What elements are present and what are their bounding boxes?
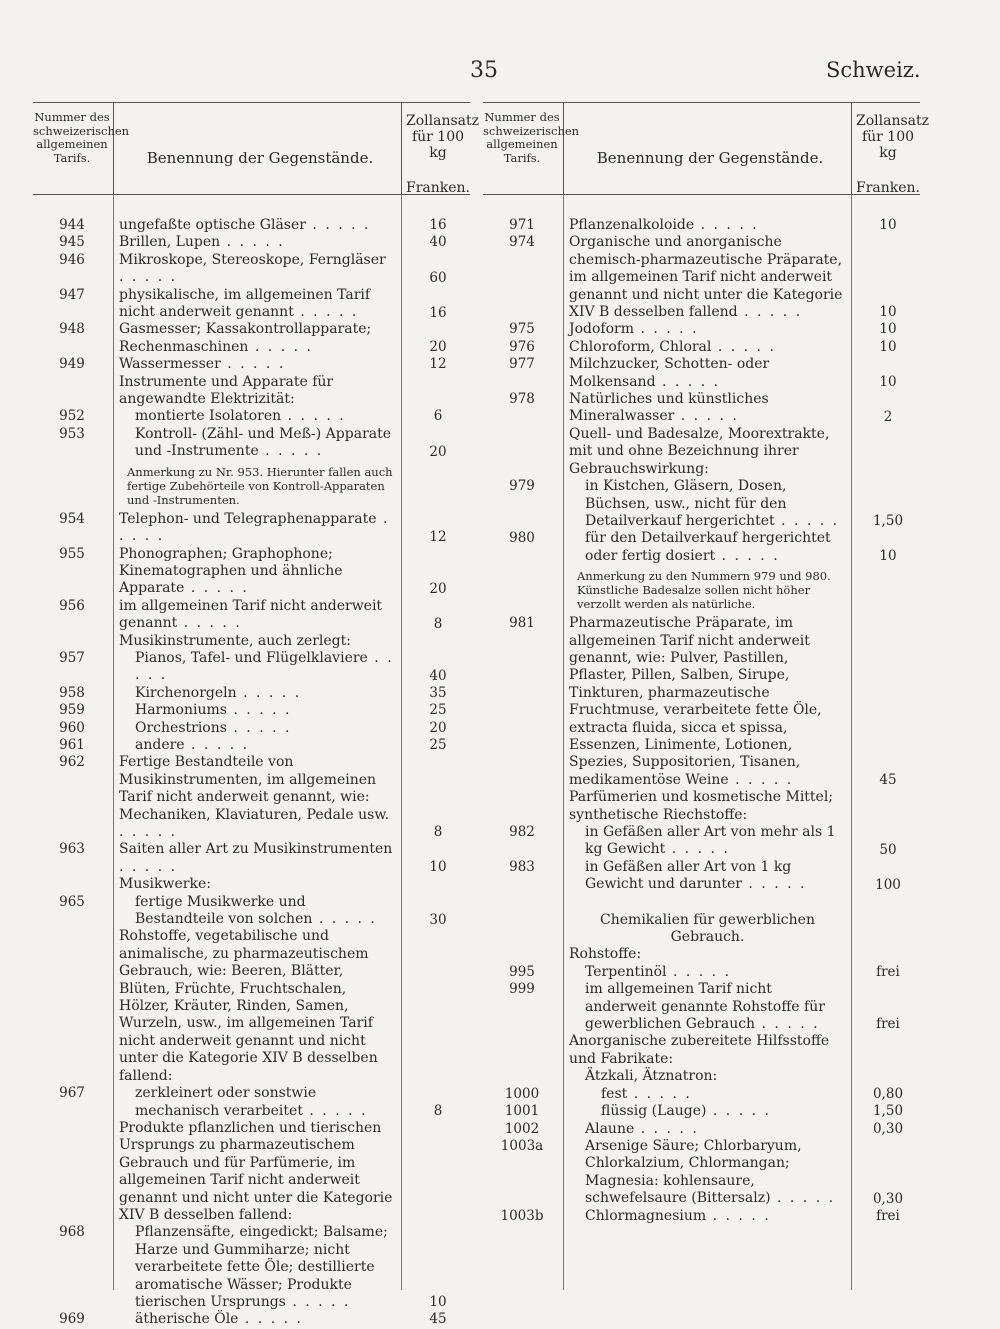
leader-dots: . . . . . bbox=[293, 304, 359, 321]
leader-dots: . . . . . bbox=[119, 269, 178, 286]
tariff-number: 948 bbox=[59, 321, 85, 338]
leader-dots: . . . . . bbox=[728, 771, 794, 788]
item-text: Pharmazeutische Präparate, im allgemeinen Tarif nicht anderweit genannt, wie: Pulver, Pastillen, Pflaster, Pillen, Salben, Sirupe, Tinkturen, pharmazeutische Fruchtmuse, verarbeitete fette Öle, extracta fluida, sicca et spissa, Essenzen, Linimente, Lotionen, Spezies, Suppositorien, Tisanen, medikamentöse Weine bbox=[569, 615, 822, 788]
table-row bbox=[33, 633, 470, 650]
tariff-number: 944 bbox=[59, 217, 85, 233]
tariff-number: 995 bbox=[509, 963, 535, 980]
item-text: fest bbox=[601, 1085, 628, 1102]
duty-rate: 12 bbox=[429, 528, 447, 545]
header-number: Nummer des schweizerischen allgemeinen Tarifs. bbox=[33, 110, 130, 165]
tariff-number: 980 bbox=[509, 530, 535, 547]
leader-dots: . . . . . bbox=[248, 338, 313, 355]
duty-rate: 10 bbox=[879, 548, 897, 565]
item-description bbox=[569, 859, 846, 894]
table-row bbox=[483, 321, 920, 338]
leader-dots: . . . . . bbox=[694, 217, 759, 233]
duty-rate: 20 bbox=[429, 719, 447, 736]
duty-rate: 10 bbox=[429, 1294, 447, 1311]
tariff-number: 963 bbox=[59, 841, 85, 858]
table-row bbox=[33, 1085, 470, 1120]
tariff-number: 967 bbox=[59, 1085, 85, 1102]
table-row bbox=[33, 217, 470, 234]
table-row bbox=[33, 321, 470, 356]
leader-dots: . . . . . bbox=[184, 736, 250, 753]
item-description bbox=[119, 702, 396, 719]
item-description bbox=[569, 321, 846, 338]
item-description bbox=[569, 339, 846, 356]
table-row bbox=[483, 426, 920, 478]
table-row bbox=[33, 252, 470, 287]
item-text: Harmoniums bbox=[135, 702, 227, 719]
tariff-number: 959 bbox=[59, 702, 85, 719]
table-row bbox=[33, 465, 470, 507]
table-row bbox=[33, 356, 470, 373]
item-description bbox=[119, 598, 396, 633]
item-description bbox=[119, 234, 396, 251]
footnote: Anmerkung zu Nr. 953. Hierunter fallen auch fertige Zubehörteile von Kontroll-Apparaten und -Instrumenten. bbox=[127, 464, 393, 507]
duty-rate: 0,30 bbox=[872, 1190, 904, 1207]
section-heading: Chemikalien für gewerblichen Gebrauch. bbox=[600, 911, 815, 946]
duty-rate: 1,50 bbox=[872, 1103, 904, 1120]
duty-rate: 45 bbox=[879, 772, 897, 789]
item-text: Jodoform bbox=[569, 321, 635, 338]
duty-rate: 0,80 bbox=[872, 1085, 904, 1102]
item-text: Phonographen; Graphophone; Kinematographen und ähnliche Apparate bbox=[119, 545, 343, 597]
item-description bbox=[119, 426, 396, 461]
leader-dots: . . . . . bbox=[258, 443, 324, 460]
tariff-number: 946 bbox=[59, 251, 85, 268]
leader-dots: . . . . . bbox=[184, 580, 249, 597]
tariff-number: 956 bbox=[59, 597, 85, 614]
duty-rate: 16 bbox=[429, 217, 447, 233]
leader-dots: . . . . . bbox=[226, 702, 292, 719]
tariff-number: 975 bbox=[509, 321, 535, 338]
table-row bbox=[33, 1120, 470, 1224]
item-description bbox=[569, 356, 846, 391]
item-text: Kirchenorgeln bbox=[135, 684, 237, 701]
item-description bbox=[569, 217, 846, 234]
leader-dots: . . . . . bbox=[715, 547, 780, 564]
page-number: 35 bbox=[470, 58, 498, 83]
tariff-number: 958 bbox=[59, 684, 85, 701]
leader-dots: . . . . . bbox=[119, 824, 178, 840]
leader-dots: . . . . . bbox=[666, 963, 732, 980]
table-row bbox=[33, 408, 470, 425]
duty-rate: 35 bbox=[429, 684, 447, 701]
table-row bbox=[33, 374, 470, 409]
tariff-number: 960 bbox=[59, 719, 85, 736]
duty-rate: 8 bbox=[433, 615, 443, 632]
duty-rate: 10 bbox=[879, 374, 897, 391]
table-row bbox=[483, 530, 920, 565]
tariff-number: 971 bbox=[509, 217, 535, 233]
item-text: andere bbox=[135, 736, 185, 753]
tariff-number: 953 bbox=[59, 425, 85, 442]
item-text: ätherische Öle bbox=[135, 1311, 239, 1328]
duty-rate: 20 bbox=[429, 443, 447, 460]
duty-rate: 50 bbox=[879, 842, 897, 858]
leader-dots: . . . . . bbox=[302, 1102, 368, 1119]
item-text: flüssig (Lauge) bbox=[601, 1103, 707, 1120]
table-header bbox=[483, 102, 930, 196]
leader-dots: . . . . . bbox=[119, 510, 390, 545]
item-description bbox=[119, 1085, 396, 1120]
item-description bbox=[569, 964, 846, 981]
leader-dots: . . . . . bbox=[774, 512, 840, 529]
leader-dots: . . . . . bbox=[236, 684, 302, 701]
item-description bbox=[569, 391, 846, 426]
item-text: Wassermesser bbox=[119, 356, 221, 373]
duty-rate: 30 bbox=[429, 911, 447, 928]
item-description bbox=[119, 685, 396, 702]
tariff-number: 957 bbox=[59, 649, 85, 666]
table-row bbox=[483, 356, 920, 391]
duty-rate: 60 bbox=[429, 269, 447, 286]
leader-dots: . . . . . bbox=[305, 217, 371, 233]
table-row bbox=[483, 391, 920, 426]
tariff-number: 952 bbox=[59, 408, 85, 425]
tariff-number: 982 bbox=[509, 824, 535, 840]
item-text: Chloroform, Chloral bbox=[569, 338, 712, 355]
item-text: im allgemeinen Tarif nicht anderweit genannte Rohstoffe für gewerblichen Gebrauch bbox=[585, 981, 825, 1033]
table-row bbox=[33, 685, 470, 702]
item-text: Telephon- und Telegraphenapparate bbox=[119, 510, 377, 527]
leader-dots: . . . . . bbox=[119, 858, 178, 875]
tariff-number: 969 bbox=[59, 1311, 85, 1328]
leader-dots: . . . . . bbox=[220, 356, 286, 373]
item-text: Orchestrions bbox=[135, 719, 227, 736]
item-description: Rohstoffe: bbox=[569, 946, 642, 963]
item-description bbox=[569, 824, 846, 859]
item-text: in Kistchen, Gläsern, Dosen, Büchsen, usw., nicht für den Detailverkauf hergerichtet bbox=[585, 478, 787, 529]
header-number: Nummer des schweizerischen allgemeinen Tarifs. bbox=[483, 110, 580, 165]
table-row bbox=[483, 1033, 920, 1068]
table-row bbox=[33, 894, 470, 929]
table-header bbox=[33, 102, 480, 196]
duty-rate: 40 bbox=[429, 234, 447, 251]
duty-rate: 10 bbox=[879, 217, 897, 233]
footnote: Anmerkung zu den Nummern 979 und 980. Künstliche Badesalze sollen nicht höher verzollt werden als natürliche. bbox=[577, 569, 831, 612]
table-row bbox=[33, 720, 470, 737]
header-name: Benennung der Gegenstände. bbox=[596, 149, 824, 167]
item-text: Pianos, Tafel- und Flügelklaviere bbox=[135, 649, 368, 666]
item-description bbox=[119, 511, 396, 546]
tariff-number: 983 bbox=[509, 858, 535, 875]
item-description bbox=[119, 650, 396, 685]
leader-dots: . . . . . bbox=[665, 841, 730, 858]
leader-dots: . . . . . bbox=[711, 338, 776, 355]
leader-dots: . . . . . bbox=[238, 1311, 303, 1328]
table-row bbox=[483, 1086, 920, 1103]
item-text: Fertige Bestandteile von Musikinstrumenten, im allgemeinen Tarif nicht anderweit genannt, wie: Mechaniken, Klaviaturen, Pedale usw. bbox=[119, 754, 390, 823]
item-text: Chlormagnesium bbox=[585, 1207, 707, 1224]
table-row bbox=[483, 946, 920, 963]
tariff-number: 1000 bbox=[504, 1085, 540, 1102]
item-text: Mikroskope, Stereoskope, Ferngläser bbox=[119, 251, 386, 268]
table-body bbox=[33, 195, 470, 1328]
item-description bbox=[119, 737, 396, 754]
item-text: in Gefäßen aller Art von mehr als 1 kg Gewicht bbox=[585, 824, 836, 858]
item-description bbox=[569, 1086, 846, 1103]
item-description bbox=[119, 217, 396, 234]
item-description: Rohstoffe, vegetabilische und animalische, zu pharmazeutischem Gebrauch, wie: Beeren, Blätter, Blüten, Früchte, Fruchtschalen, Hölzer, Kräuter, Rinden, Samen, Wurzeln, usw., im allgemeinen Tarif nicht anderweit genannt und nicht unter die Kategorie XIV B desselben fallend: bbox=[119, 928, 378, 1084]
item-description bbox=[119, 720, 396, 737]
leader-dots: . . . . . bbox=[627, 1085, 692, 1102]
table-row bbox=[33, 1224, 470, 1311]
duty-rate: frei bbox=[876, 1016, 900, 1033]
item-text: Terpentinöl bbox=[585, 963, 667, 980]
duty-rate: 10 bbox=[879, 321, 897, 338]
table-row bbox=[483, 1103, 920, 1120]
leader-dots: . . . . . bbox=[220, 234, 285, 251]
item-description bbox=[119, 1311, 396, 1328]
table-row bbox=[483, 1121, 920, 1138]
table-row bbox=[483, 234, 920, 321]
duty-rate: 25 bbox=[429, 702, 447, 719]
tariff-number: 949 bbox=[59, 356, 85, 373]
duty-rate: 12 bbox=[429, 356, 447, 373]
header-currency: Franken. bbox=[406, 180, 471, 196]
table-row bbox=[483, 1068, 920, 1085]
table-row bbox=[483, 339, 920, 356]
tariff-number: 968 bbox=[59, 1224, 85, 1241]
right-rows bbox=[483, 195, 920, 1225]
table-row bbox=[33, 841, 470, 876]
header-rate: Zollansatz für 100 kg bbox=[856, 113, 930, 161]
leader-dots: . . . . . bbox=[737, 304, 803, 321]
duty-rate: 10 bbox=[879, 338, 897, 355]
item-description: Musikwerke: bbox=[119, 876, 211, 893]
tariff-number: 999 bbox=[509, 981, 535, 998]
tariff-number: 947 bbox=[59, 286, 85, 303]
table-row bbox=[33, 1311, 470, 1328]
table-row bbox=[33, 234, 470, 251]
item-text: Organische und anorganische chemisch-pharmazeutische Präparate, im allgemeinen Tarif nicht anderweit genannt und nicht unter die Kategorie XIV B desselben fallend bbox=[569, 234, 843, 321]
item-description bbox=[569, 478, 846, 530]
tariff-number: 981 bbox=[509, 615, 535, 632]
leader-dots: . . . . . bbox=[226, 719, 292, 736]
leader-dots: . . . . . bbox=[706, 1103, 771, 1120]
item-text: Arsenige Säure; Chlorbaryum, Chlorkalzium, Chlormangan; Magnesia: kohlensaure, schwefelsaure (Bittersalz) bbox=[585, 1137, 802, 1207]
left-column bbox=[33, 102, 480, 1328]
item-description: Instrumente und Apparate für angewandte Elektrizität: bbox=[119, 373, 334, 408]
table-row bbox=[33, 737, 470, 754]
item-description bbox=[569, 1208, 846, 1225]
table-row bbox=[483, 569, 920, 611]
leader-dots: . . . . . bbox=[770, 1190, 836, 1207]
table-row bbox=[483, 478, 920, 530]
item-description bbox=[569, 615, 846, 789]
tariff-number: 945 bbox=[59, 234, 85, 251]
header-currency: Franken. bbox=[856, 180, 921, 196]
item-text: Brillen, Lupen bbox=[119, 234, 221, 251]
left-rows bbox=[33, 195, 470, 1329]
item-description bbox=[119, 252, 396, 287]
tariff-number: 965 bbox=[59, 893, 85, 910]
tariff-number: 978 bbox=[509, 391, 535, 408]
table-row bbox=[33, 511, 470, 546]
leader-dots: . . . . . bbox=[674, 408, 739, 425]
table-row bbox=[483, 1138, 920, 1208]
leader-dots: . . . . . bbox=[285, 1293, 351, 1310]
table-row bbox=[483, 981, 920, 1033]
tariff-number: 962 bbox=[59, 754, 85, 771]
item-description bbox=[569, 1121, 846, 1138]
right-column bbox=[483, 102, 930, 1290]
table-row bbox=[33, 650, 470, 685]
duty-rate: 40 bbox=[429, 667, 447, 684]
item-text: Alaune bbox=[585, 1120, 635, 1137]
leader-dots: . . . . . bbox=[706, 1207, 771, 1224]
duty-rate: 45 bbox=[429, 1311, 447, 1328]
table-row bbox=[33, 928, 470, 1085]
item-text: zerkleinert oder sonstwie mechanisch verarbeitet bbox=[135, 1085, 317, 1119]
table-row bbox=[483, 912, 920, 947]
item-description bbox=[119, 321, 396, 356]
item-text: physikalische, im allgemeinen Tarif nicht anderweit genannt bbox=[119, 286, 371, 321]
table-row bbox=[33, 287, 470, 322]
table-row bbox=[33, 426, 470, 461]
leader-dots: . . . . . bbox=[177, 615, 242, 632]
duty-rate: 16 bbox=[429, 304, 447, 321]
leader-dots: . . . . . bbox=[281, 408, 346, 425]
header-name: Benennung der Gegenstände. bbox=[146, 149, 374, 167]
duty-rate: 20 bbox=[429, 339, 447, 356]
duty-rate: frei bbox=[876, 963, 900, 980]
tariff-number: 979 bbox=[509, 478, 535, 495]
duty-rate: 2 bbox=[883, 409, 893, 426]
tariff-number: 1002 bbox=[504, 1120, 540, 1137]
tariff-number: 954 bbox=[59, 510, 85, 527]
duty-rate: 0,30 bbox=[872, 1120, 904, 1137]
table-row bbox=[483, 789, 920, 824]
table-row bbox=[33, 754, 470, 841]
duty-rate: 20 bbox=[429, 580, 447, 597]
item-description bbox=[569, 234, 846, 321]
leader-dots: . . . . . bbox=[655, 373, 721, 390]
item-description bbox=[119, 841, 396, 876]
item-description bbox=[569, 981, 846, 1033]
item-description: Produkte pflanzlichen und tierischen Ursprungs zu pharmazeutischem Gebrauch und für Parfümerie, im allgemeinen Tarif nicht anderweit genannt und nicht unter die Kategorie XIV B desselben fallend: bbox=[119, 1119, 393, 1223]
item-text: im allgemeinen Tarif nicht anderweit genannt bbox=[119, 597, 383, 632]
table-row bbox=[33, 546, 470, 598]
item-description bbox=[569, 530, 846, 565]
leader-dots: . . . . . bbox=[135, 649, 394, 684]
duty-rate: 1,50 bbox=[872, 513, 904, 530]
item-description bbox=[119, 287, 396, 322]
item-text: montierte Isolatoren bbox=[135, 408, 282, 425]
table-row bbox=[483, 1208, 920, 1225]
item-description: Parfümerien und kosmetische Mittel; synthetische Riechstoffe: bbox=[569, 789, 834, 823]
item-text: Pflanzensäfte, eingedickt; Balsame; Harze und Gummiharze; nicht verarbeitete fette Öle; destillierte aromatische Wässer; Produkte tierischen Ursprungs bbox=[135, 1224, 388, 1310]
duty-rate: 100 bbox=[875, 876, 901, 893]
header-rate: Zollansatz für 100 kg bbox=[406, 113, 480, 161]
duty-rate: 25 bbox=[429, 736, 447, 753]
duty-rate: 10 bbox=[429, 859, 447, 876]
item-description bbox=[119, 546, 396, 598]
item-text: ungefaßte optische Gläser bbox=[119, 217, 306, 233]
tariff-number: 961 bbox=[59, 736, 85, 753]
item-text: Pflanzenalkoloide bbox=[569, 217, 695, 233]
item-description bbox=[119, 894, 396, 929]
item-description bbox=[569, 1138, 846, 1208]
item-text: Saiten aller Art zu Musikinstrumenten bbox=[119, 841, 393, 858]
tariff-number: 977 bbox=[509, 356, 535, 373]
duty-rate: 6 bbox=[433, 408, 443, 425]
item-description: Ätzkali, Ätznatron: bbox=[585, 1068, 718, 1085]
table-row bbox=[483, 964, 920, 981]
tariff-number: 976 bbox=[509, 338, 535, 355]
tariff-number: 1003b bbox=[500, 1207, 544, 1224]
item-text: Gasmesser; Kassakontrollapparate; Rechenmaschinen bbox=[119, 321, 372, 355]
page-country-header: Schweiz. bbox=[826, 58, 921, 82]
leader-dots: . . . . . bbox=[755, 1016, 820, 1033]
leader-dots: . . . . . bbox=[634, 1120, 699, 1137]
duty-rate: 8 bbox=[433, 1103, 443, 1120]
item-text: für den Detailverkauf hergerichtet oder fertig dosiert bbox=[585, 530, 831, 564]
item-text: Milchzucker, Schotten- oder Molkensand bbox=[569, 356, 770, 390]
item-text: fertige Musikwerke und Bestandteile von solchen bbox=[135, 893, 313, 928]
duty-rate: 10 bbox=[879, 304, 897, 321]
item-text: Natürliches und künstliches Mineralwasser bbox=[569, 391, 769, 425]
item-description bbox=[119, 408, 396, 425]
item-description: Musikinstrumente, auch zerlegt: bbox=[119, 632, 351, 649]
duty-rate: frei bbox=[876, 1207, 900, 1224]
table-row bbox=[33, 702, 470, 719]
item-description: Anorganische zubereitete Hilfsstoffe und Fabrikate: bbox=[569, 1033, 830, 1067]
duty-rate: 8 bbox=[433, 824, 443, 841]
leader-dots: . . . . . bbox=[741, 876, 807, 893]
table-row bbox=[483, 859, 920, 894]
tariff-number: 1003a bbox=[500, 1137, 544, 1154]
item-description: Quell- und Badesalze, Moorextrakte, mit und ohne Bezeichnung ihrer Gebrauchswirkung: bbox=[569, 425, 830, 477]
item-text: in Gefäßen aller Art von 1 kg Gewicht und darunter bbox=[585, 858, 792, 893]
table-row bbox=[483, 824, 920, 859]
table-row bbox=[483, 217, 920, 234]
item-description bbox=[119, 1224, 396, 1311]
leader-dots: . . . . . bbox=[634, 321, 699, 338]
item-description bbox=[569, 1103, 846, 1120]
table-row bbox=[33, 598, 470, 633]
item-text: Kontroll- (Zähl- und Meß-) Apparate und -Instrumente bbox=[135, 425, 392, 460]
tariff-number: 974 bbox=[509, 234, 535, 251]
item-description bbox=[119, 356, 396, 373]
table-row bbox=[33, 876, 470, 893]
table-body bbox=[483, 195, 920, 1290]
leader-dots: . . . . . bbox=[312, 911, 377, 928]
tariff-number: 955 bbox=[59, 545, 85, 562]
item-description bbox=[119, 754, 396, 841]
tariff-number: 1001 bbox=[504, 1103, 540, 1120]
table-row bbox=[483, 615, 920, 789]
